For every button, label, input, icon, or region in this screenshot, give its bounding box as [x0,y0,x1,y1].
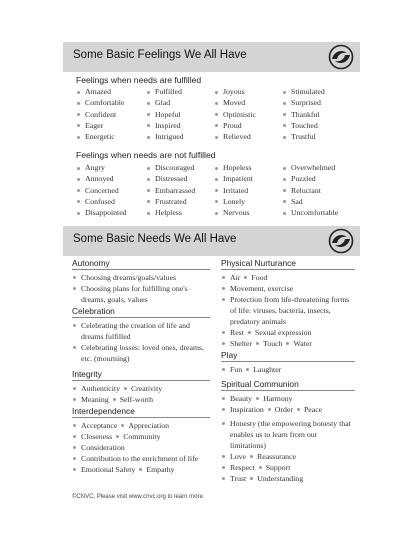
need-text: Inspiration [230,405,264,414]
feeling-item: Overwhelmed [282,162,338,173]
need-item [221,294,355,327]
needs-section [72,258,210,305]
feeling-item: Moved [214,97,256,108]
needs-section [72,406,210,475]
need-text: Peace [303,405,323,414]
need-text: Beauty [230,394,253,403]
bullet-separator [113,398,116,401]
swirl-logo-icon [328,44,354,70]
fulfilled-column [146,86,184,142]
feeling-item: Proud [214,120,256,131]
feeling-item: Surprised [282,97,325,108]
need-item [221,272,355,283]
feeling-item: Embarrassed [146,185,195,196]
need-item [221,451,355,462]
need-text: Rest [230,328,244,337]
need-item [72,320,210,342]
needs-banner [63,226,360,256]
need-item [72,383,210,394]
needs-section [221,379,355,415]
need-text: Choosing dreams/goals/values [81,273,177,282]
feeling-item: Fulfilled [146,86,184,97]
bullet-separator [250,455,253,458]
need-text: Order [274,405,293,414]
feeling-item: Irritated [214,185,253,196]
need-item [72,453,210,464]
needs-section [221,418,355,484]
fulfilled-heading: Feelings when needs are fulfilled [76,75,202,85]
needs-section-heading: Celebration [72,306,210,318]
feeling-item: Nervous [214,207,253,218]
feeling-item: Amazed [76,86,124,97]
fulfilled-column [214,86,256,142]
need-item [72,283,210,305]
feeling-item: Hopeful [146,109,184,120]
feelings-title: Some Basic Feelings We All Have [73,49,247,61]
need-text: Meaning [81,395,109,404]
feeling-item: Optimistic [214,109,256,120]
unfulfilled-column [146,162,195,218]
need-item [221,283,355,294]
need-item [72,272,210,283]
need-item [221,462,355,473]
need-text: Understanding [257,474,304,483]
unfulfilled-column [76,162,127,218]
need-text: Creativity [130,384,163,393]
need-text: Water [293,339,312,348]
need-text: Love [230,452,247,461]
feeling-item: Thankful [282,109,325,120]
need-text: Consideration [81,443,125,452]
need-text: Emotional Safety [81,465,136,474]
need-item [72,342,210,364]
need-item [221,473,355,484]
need-text: Shelter [230,339,253,348]
need-text: Support [265,463,291,472]
feeling-item: Angry [76,162,127,173]
need-item [221,364,355,375]
need-text: Appreciation [128,421,170,430]
needs-section [72,369,210,405]
needs-section-heading: Spiritual Communion [221,379,355,391]
bullet-separator [256,397,259,400]
bullet-separator [256,342,259,345]
feeling-item: Comfortable [76,97,124,108]
need-text: Laughter [253,365,282,374]
need-text: Movement, exercise [230,284,294,293]
need-text: Celebrating the creation of life and dreams fulfilled [81,321,190,341]
need-text: Sexual expression [254,328,312,337]
bullet-separator [268,408,271,411]
need-text: Touch [263,339,283,348]
feeling-item: Distressed [146,173,195,184]
need-text: Reassurance [257,452,296,461]
need-text: Fun [230,365,243,374]
needs-section-heading: Integrity [72,369,210,381]
feeling-item: Frustrated [146,196,195,207]
need-text: Protection from life-threatening forms of life: viruses, bacteria, insects, predatory animals [230,295,350,326]
feeling-item: Sad [282,196,338,207]
need-item [221,418,355,451]
need-item [221,393,355,404]
need-text: Community [123,432,161,441]
feeling-item: Confused [76,196,127,207]
unfulfilled-heading: Feelings when needs are not fulfilled [76,150,216,160]
feeling-item: Discouraged [146,162,195,173]
bullet-separator [116,435,119,438]
unfulfilled-column [214,162,253,218]
bullet-separator [286,342,289,345]
fulfilled-column [282,86,325,142]
need-text: Authenticity [81,384,120,393]
needs-section [221,350,355,375]
need-item [221,338,355,349]
need-text: Harmony [263,394,293,403]
feeling-item: Concerned [76,185,127,196]
bullet-separator [246,368,249,371]
bullet-separator [248,331,251,334]
unfulfilled-column [282,162,338,218]
bullet-separator [250,477,253,480]
need-item [72,464,210,475]
feeling-item: Annoyed [76,173,127,184]
need-text: Respect [230,463,255,472]
feeling-item: Intrigued [146,131,184,142]
feeling-item: Impatient [214,173,253,184]
feeling-item: Inspired [146,120,184,131]
need-text: Food [251,273,268,282]
feeling-item: Relieved [214,131,256,142]
needs-section-heading: Physical Nurturance [221,258,355,270]
feeling-item: Trustful [282,131,325,142]
need-item [72,420,210,431]
needs-section-heading: Play [221,350,355,362]
feeling-item: Reluctant [282,185,338,196]
feeling-item: Confident [76,109,124,120]
feelings-banner [63,42,360,72]
needs-section [221,258,355,349]
needs-title: Some Basic Needs We All Have [73,233,237,245]
need-item [221,327,355,338]
feeling-item: Puzzled [282,173,338,184]
need-text: Honesty (the empowering honesty that enables us to learn from our limitations) [230,419,351,450]
need-text: Contribution to the enrichment of life [81,454,199,463]
need-item [72,442,210,453]
need-text: Choosing plans for fulfilling one's dreams, goals, values [81,284,188,304]
bullet-separator [244,276,247,279]
feeling-item: Helpless [146,207,195,218]
copyright-footer: ©CNVC. Please visit www.cnvc.org to learn more. [72,494,205,500]
feeling-item: Uncomfortable [282,207,338,218]
need-text: Trust [230,474,247,483]
bullet-separator [124,387,127,390]
needs-section [72,306,210,364]
need-text: Celebrating losses: loved ones, dreams, etc. (mourning) [81,343,204,363]
needs-section-heading: Autonomy [72,258,210,270]
swirl-logo-icon [328,228,354,254]
bullet-separator [259,466,262,469]
need-item [72,431,210,442]
bullet-separator [297,408,300,411]
bullet-separator [121,424,124,427]
feeling-item: Disappointed [76,207,127,218]
fulfilled-column [76,86,124,142]
need-text: Empathy [146,465,175,474]
feeling-item: Stimulated [282,86,325,97]
feeling-item: Lonely [214,196,253,207]
need-item [221,404,355,415]
need-text: Closeness [81,432,113,441]
feeling-item: Hopeless [214,162,253,173]
need-text: Air [230,273,241,282]
needs-section-heading: Interdependence [72,406,210,418]
need-text: Acceptance [81,421,118,430]
feeling-item: Energetic [76,131,124,142]
need-item [72,394,210,405]
feeling-item: Eager [76,120,124,131]
need-text: Self-worth [119,395,154,404]
bullet-separator [139,468,142,471]
feeling-item: Glad [146,97,184,108]
feeling-item: Touched [282,120,325,131]
feeling-item: Joyous [214,86,256,97]
